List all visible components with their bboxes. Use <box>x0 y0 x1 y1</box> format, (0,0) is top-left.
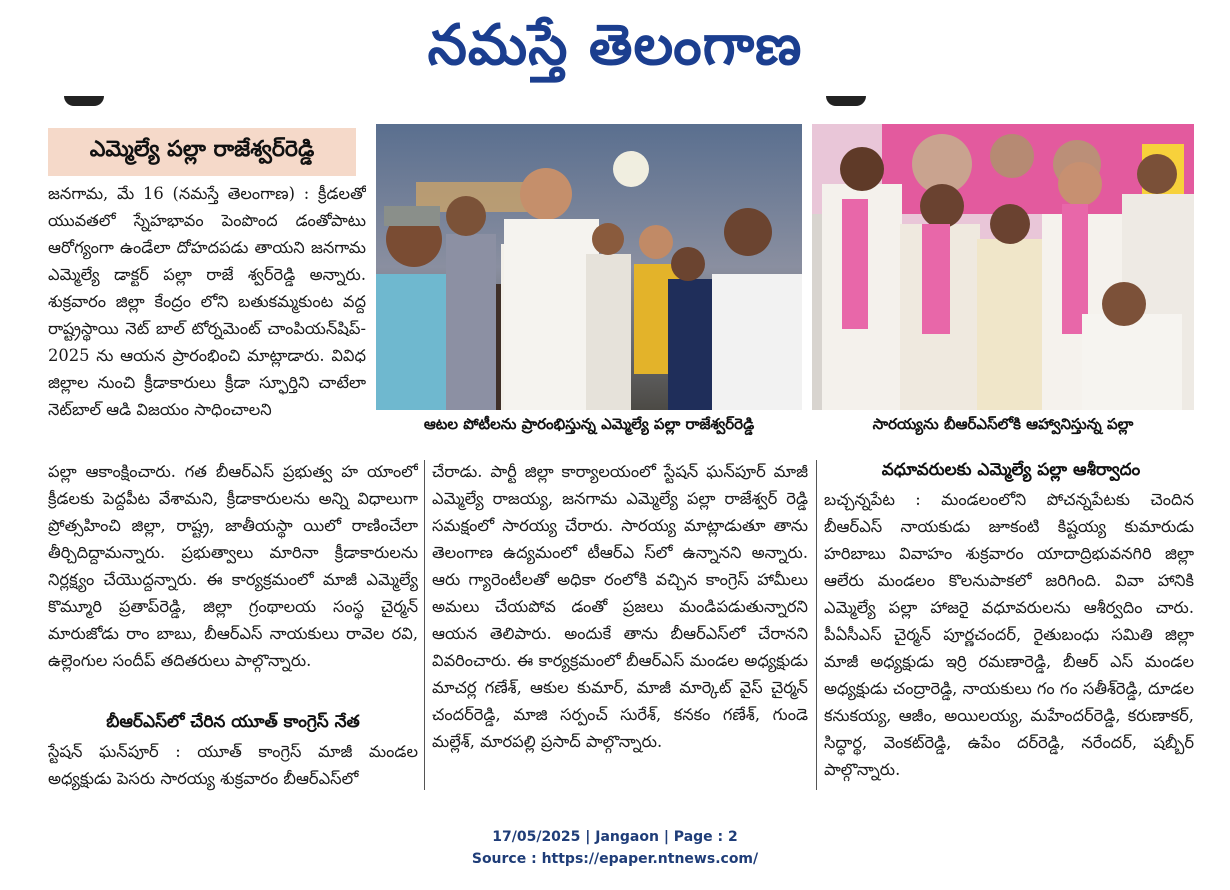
column-rule-1 <box>424 460 425 790</box>
article3-subhead: వధూవరులకు ఎమ్మెల్యే పల్లా ఆశీర్వాదం <box>881 460 1141 480</box>
joining-brs-photo <box>812 124 1194 410</box>
article1-paragraph-top: జనగామ, మే 16 (నమస్తే తెలంగాణ) : క్రీడలతో యువతలో స్నేహభావం పెంపొంద డంతోపాటు ఆరోగ్యంగా ఉండేలా దోహదపడు తాయని జనగామ ఎమ్మెల్యే డాక్టర్ పల్లా రాజే శ్వర్‌రెడ్డి అన్నారు. శుక్రవారం జిల్లా కేంద్రం లోని బతుకమ్మకుంట వద్ద రాష్ట్రస్థాయి నెట్ బాల్ టోర్నమెంట్ చాంపియన్‌షిప్- 2025 ను ఆయన ప్రారంభించి మాట్లాడారు. వివిధ జిల్లాల నుంచి క్రీడాకారులు క్రీడా స్ఫూర్తిని చాటేలా నెట్‌బాల్ ఆడి విజయం సాధించాలని <box>48 184 366 419</box>
article2-text-col2 <box>432 458 808 790</box>
article3-paragraph: బచ్చన్నపేట : మండలంలోని పోచన్నపేటకు చెందిన బీఆర్‌ఎస్ నాయకుడు జూకంటి కిష్టయ్య కుమారుడు హరిబాబు వివాహం శుక్రవారం యాదాద్రిభువనగిరి జిల్లా ఆలేరు మండలం కొలనుపాకలో జరిగింది. వివా హానికి ఎమ్మెల్యే పల్లా హాజరై వధూవరులను ఆశీర్వదిం చారు. పీఏసీఎస్ చైర్మన్ పూర్ణచందర్, రైతుబంధు సమితి జిల్లా మాజీ అధ్యక్షుడు ఇర్రి రమణారెడ్డి, బీఆర్ ఎస్ మండల అధ్యక్షుడు చంద్రారెడ్డి, నాయకులు గం గం సతీశ్‌రెడ్డి, దూడల కనుకయ్య, ఆజీం, అయిలయ్య, మహేందర్‌రెడ్డి, కరుణాకర్, సిద్ధార్థ, వెంకట్‌రెడ్డి, ఉపేం దర్‌రెడ్డి, నరేందర్, షబ్బీర్ పాల్గొన్నారు. <box>824 490 1194 779</box>
article3-text <box>824 486 1194 790</box>
article1-photo <box>376 124 802 410</box>
article2-subhead: బీఆర్‌ఎస్‌లో చేరిన యూత్ కాంగ్రెస్ నేత <box>106 712 360 732</box>
netball-opening-photo <box>376 124 802 410</box>
footer-source-line[interactable]: Source : https://epaper.ntnews.com/ <box>471 851 759 867</box>
article1-photo-caption: ఆటల పోటీలను ప్రారంభిస్తున్న ఎమ్మెల్యే పల్లా రాజేశ్వర్‌రెడ్డి <box>423 415 755 433</box>
column-rule-2 <box>816 460 817 790</box>
masthead <box>0 6 1230 86</box>
article2-text-col1 <box>48 738 418 794</box>
article2-paragraph-col1: స్టేషన్ ఘన్‌పూర్ : యూత్ కాంగ్రెస్ మాజీ మండల అధ్యక్షుడు పెసరు సారయ్య శుక్రవారం బీఆర్‌ఎస్‌లో <box>48 742 418 788</box>
article1-text-bottom <box>48 458 418 708</box>
article2-photo <box>812 124 1194 410</box>
article1-text-top <box>48 180 366 454</box>
cut-off-letter-right <box>826 96 866 106</box>
masthead-title: నమస్తే తెలంగాణ <box>427 13 803 78</box>
article1-headline-box <box>48 128 356 176</box>
page-footer <box>0 826 1230 870</box>
article1-headline: ఎమ్మెల్యే పల్లా రాజేశ్వర్‌రెడ్డి <box>89 137 315 162</box>
article1-paragraph-bottom: పల్లా ఆకాంక్షించారు. గత బీఆర్‌ఎస్ ప్రభుత్వ హ యాంలో క్రీడలకు పెద్దపీట వేశామని, క్రీడాకారులను అన్ని విధాలుగా ప్రోత్సహించి జిల్లా, రాష్ట్ర, జాతీయస్థా యిలో రాణించేలా తీర్చిదిద్దామన్నారు. ప్రభుత్వాలు మారినా క్రీడాకారులను నిర్లక్ష్యం చేయొద్దన్నారు. ఈ కార్యక్రమంలో మాజీ ఎమ్మెల్యే కొమ్మూరి ప్రతాప్‌రెడ్డి, జిల్లా గ్రంథాలయ సంస్థ చైర్మన్ మారుజోడు రాం బాబు, బీఆర్‌ఎస్ నాయకులు రావెల రవి, ఉల్లెంగుల సందీప్ తదితరులు పాల్గొన్నారు. <box>48 462 418 670</box>
article2-photo-caption: సారయ్యను బీఆర్‌ఎస్‌లోకి ఆహ్వానిస్తున్న పల్లా <box>872 415 1134 433</box>
cut-off-letter-left <box>64 96 104 106</box>
footer-date-line: 17/05/2025 | Jangaon | Page : 2 <box>492 829 738 845</box>
article2-paragraph-col2: చేరాడు. పార్టీ జిల్లా కార్యాలయంలో స్టేషన్ ఘన్‌పూర్ మాజీ ఎమ్మెల్యే రాజయ్య, జనగామ ఎమ్మెల్యే పల్లా రాజేశ్వర్ రెడ్డి సమక్షంలో సారయ్య చేరారు. సారయ్య మాట్లాడుతూ తాను తెలంగాణ ఉద్యమంలో టీఆర్‌ఎ స్‌లో ఉన్నానని అన్నారు. ఆరు గ్యారెంటీలతో అధికా రంలోకి వచ్చిన కాంగ్రెస్ హామీలు అమలు చేయపోవ డంతో ప్రజలు మండిపడుతున్నారని ఆయన తెలిపారు. అందుకే తాను బీఆర్‌ఎస్‌లో చేరానని వివరించారు. ఈ కార్యక్రమంలో బీఆర్‌ఎస్ మండల అధ్యక్షుడు మాచర్ల గణేశ్, ఆకుల కుమార్, మాజీ మార్కెట్ వైస్ చైర్మన్ చందర్‌రెడ్డి, మాజి సర్పంచ్ సురేశ్, కనకం గణేశ్, గుండె మల్లేశ్, మారపల్లి ప్రసాద్ పాల్గొన్నారు. <box>432 462 808 751</box>
